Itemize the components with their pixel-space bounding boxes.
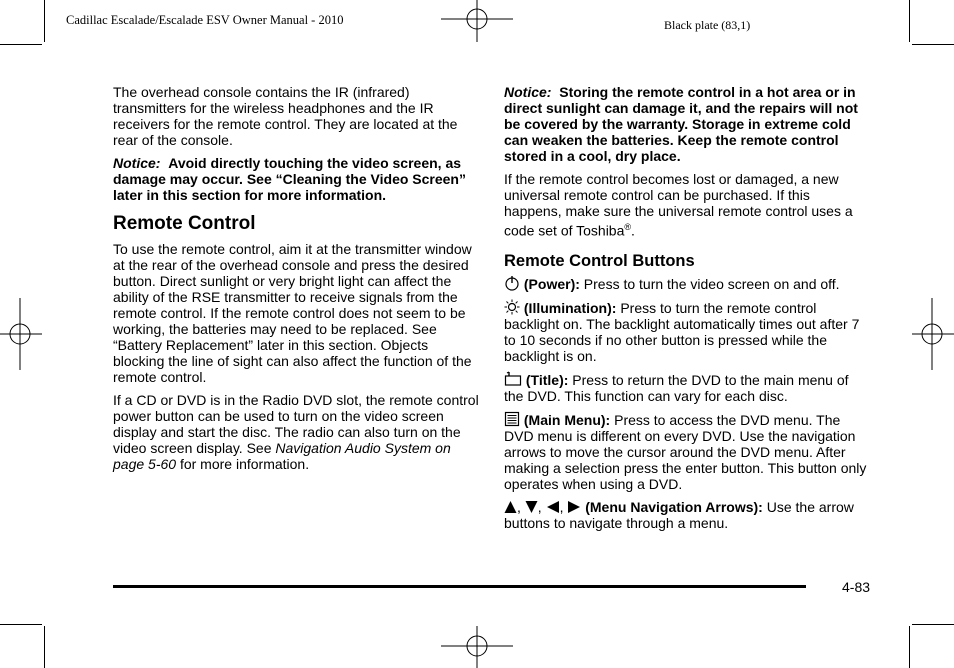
crosshair-icon	[0, 298, 44, 370]
crosshair-icon	[910, 298, 954, 370]
notice-label: Notice:	[113, 155, 161, 171]
button-description: Press to turn the video screen on and off.	[579, 275, 840, 292]
crop-mark	[909, 626, 910, 668]
crosshair-icon	[441, 624, 513, 668]
button-description: Press to access the DVD menu. The DVD menu is different on every DVD. Use the navigation arrows to move the cursor around the DVD menu. After making a selection press the enter button. This button only operates when using a DVD.	[504, 411, 867, 492]
manual-title: Cadillac Escalade/Escalade ESV Owner Manual - 2010	[66, 13, 344, 27]
illumination-icon	[504, 299, 520, 315]
button-description: Use the arrow buttons to navigate through a menu.	[504, 498, 854, 531]
main-menu-button-item	[504, 411, 868, 492]
plate-label: Black plate (83,1)	[664, 18, 751, 32]
paragraph-text: If a CD or DVD is in the Radio DVD slot, the remote control power button can be used to turn on the video screen display and start the disc. The radio can also turn on the video screen display. See	[113, 392, 479, 456]
cd-dvd-paragraph	[113, 392, 479, 472]
notice-text: Avoid directly touching the video screen, as damage may occur. See “Cleaning the Video Screen” later in this section for more information.	[113, 155, 466, 203]
notice-screen	[113, 155, 479, 203]
paragraph-text: .	[631, 222, 635, 239]
button-label: (Title):	[525, 371, 569, 388]
power-icon	[504, 275, 520, 291]
crop-mark	[909, 0, 910, 42]
notice-label: Notice:	[504, 84, 552, 100]
footer-rule	[113, 585, 806, 588]
registered-mark: ®	[624, 222, 632, 232]
button-label: (Power):	[523, 275, 580, 292]
button-description: Press to return the DVD to the main menu of the DVD. This function can vary for each disc.	[504, 371, 849, 404]
crop-mark	[912, 44, 954, 45]
left-column	[113, 84, 479, 479]
notice-text: Storing the remote control in a hot area or in direct sunlight can damage it, and the repairs will not be covered by the warranty. Storage in extreme cold can weaken the batteries. Keep the remote control stored in a cool, dry place.	[504, 84, 858, 164]
notice-storage	[504, 84, 868, 164]
arrow-right-icon	[567, 500, 581, 514]
page-number: 4-83	[842, 579, 871, 595]
paragraph-text: If the remote control becomes lost or damaged, a new universal remote control can be purchased. If this happens, make sure the universal remote control uses a code set of Toshiba	[504, 171, 853, 239]
arrow-left-icon	[546, 500, 560, 514]
power-button-item	[504, 275, 868, 292]
lost-remote-paragraph	[504, 171, 868, 239]
arrow-down-icon	[525, 500, 538, 514]
crop-mark	[912, 624, 954, 625]
crosshair-icon	[441, 0, 513, 44]
button-label: (Illumination):	[523, 299, 617, 316]
separator: ,	[517, 498, 525, 515]
main-menu-icon	[504, 411, 520, 427]
button-description: Press to turn the remote control backlight on. The backlight automatically times out after 7 to 10 seconds if no other button is pressed while the backlight is on.	[504, 299, 860, 364]
button-label: (Menu Navigation Arrows):	[585, 498, 763, 515]
crop-mark	[0, 624, 42, 625]
arrows-button-item	[504, 499, 868, 531]
paragraph-text: for more information.	[176, 456, 310, 472]
title-button-item	[504, 371, 868, 404]
remote-paragraph: To use the remote control, aim it at the transmitter window at the rear of the overhead console and press the desired button. Direct sunlight or very bright light can affect the ability of the RSE transmitter to receive signals from the remote control. If the remote control does not seem to be working, the batteries may need to be replaced. See “Battery Replacement” later in this section. Objects blocking the line of sight can also affect the function of the remote control.	[113, 241, 472, 385]
subsection-title: Remote Control Buttons	[504, 251, 695, 270]
section-title: Remote Control	[113, 213, 256, 234]
intro-paragraph: The overhead console contains the IR (infrared) transmitters for the wireless headphones and the IR receivers for the remote control. They are located at the rear of the console.	[113, 84, 458, 148]
title-icon	[504, 371, 522, 387]
cross-reference-link[interactable]: Navigation Audio System on page 5-60	[113, 440, 451, 472]
button-label: (Main Menu):	[523, 411, 611, 428]
separator: ,	[559, 498, 568, 515]
crop-mark	[0, 44, 42, 45]
crop-mark	[44, 0, 45, 42]
illumination-button-item	[504, 299, 868, 364]
arrow-up-icon	[504, 500, 517, 514]
crop-mark	[44, 626, 45, 668]
separator: ,	[537, 498, 546, 515]
right-column	[504, 84, 868, 538]
